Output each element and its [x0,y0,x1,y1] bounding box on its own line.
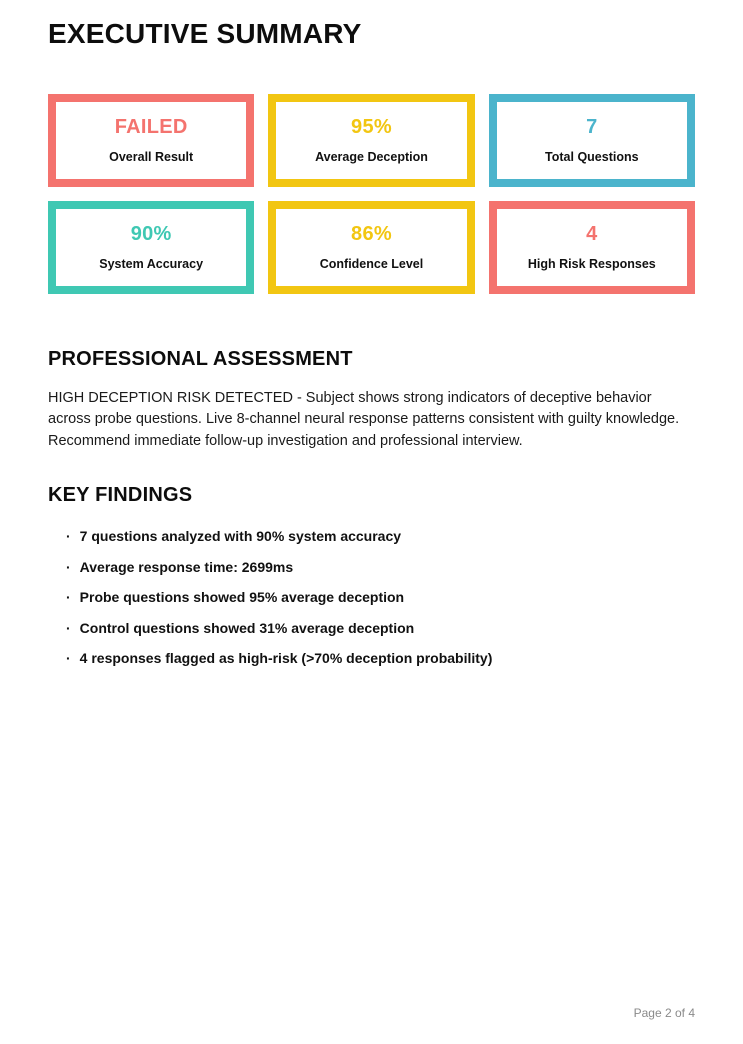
stat-value-confidence-level: 86% [351,223,392,246]
bullet-icon: · [66,650,71,667]
key-finding-text: 7 questions analyzed with 90% system accuracy [79,528,402,545]
bullet-icon: · [66,589,71,606]
stat-value-high-risk-responses: 4 [586,223,598,246]
stat-label-confidence-level: Confidence Level [319,257,424,272]
stat-value-system-accuracy: 90% [130,223,172,246]
stat-label-high-risk-responses: High Risk Responses [527,257,656,272]
stat-label-overall-result: Overall Result [109,150,194,165]
stat-value-total-questions: 7 [586,116,598,139]
stat-label-system-accuracy: System Accuracy [99,257,204,272]
key-finding-item [48,650,695,666]
bullet-icon: · [66,528,71,545]
stat-card-system-accuracy [48,201,254,294]
key-finding-text: Average response time: 2699ms [79,558,294,575]
stat-card-confidence-level [268,201,474,294]
bullet-icon: · [66,558,71,575]
stat-label-total-questions: Total Questions [545,150,639,165]
key-finding-text: Probe questions showed 95% average deception [79,589,405,606]
key-finding-text: 4 responses flagged as high-risk (>70% deception probability) [79,650,493,667]
professional-assessment-text: HIGH DECEPTION RISK DETECTED - Subject shows strong indicators of deceptive behavior across probe questions. Live 8-channel neural response patterns consistent with guilty knowledge. Recommend immediate follow-up investigation and professional interview. [48,389,680,449]
key-finding-item [48,620,695,636]
stat-value-average-deception: 95% [351,116,392,139]
key-finding-item [48,559,695,575]
key-finding-item [48,589,695,605]
stat-card-high-risk-responses [489,201,695,294]
key-finding-text: Control questions showed 31% average deception [79,619,415,636]
key-findings-heading: KEY FINDINGS [48,484,193,507]
stat-card-average-deception [268,94,474,187]
page-number: Page 2 of 4 [633,1006,695,1020]
professional-assessment-heading: PROFESSIONAL ASSESSMENT [48,347,353,370]
stat-card-grid [48,94,695,294]
stat-label-average-deception: Average Deception [315,150,428,165]
key-finding-item [48,528,695,544]
page-title: EXECUTIVE SUMMARY [48,18,362,49]
bullet-icon: · [66,619,71,636]
stat-value-overall-result: FAILED [114,116,188,139]
stat-card-total-questions [489,94,695,187]
stat-card-overall-result [48,94,254,187]
key-findings-list [48,528,695,666]
